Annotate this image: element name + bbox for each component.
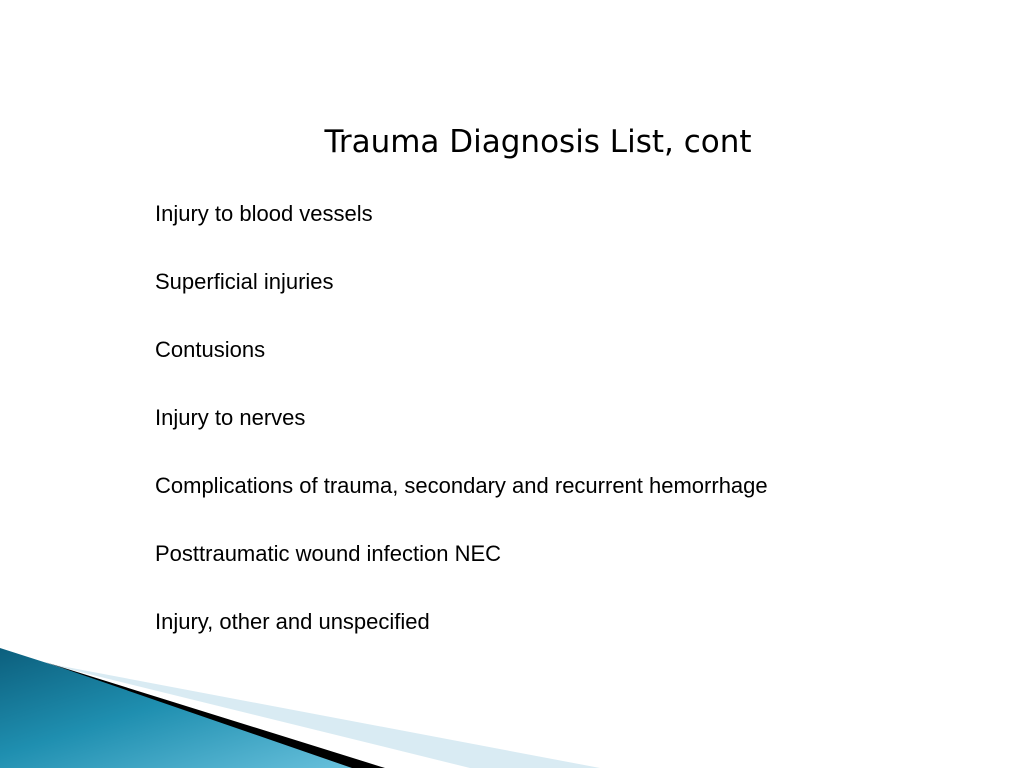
diagnosis-list	[155, 198, 768, 674]
slide-title: Trauma Diagnosis List, cont	[324, 124, 752, 160]
list-item: Injury, other and unspecified	[155, 609, 430, 634]
list-item: Contusions	[155, 337, 266, 362]
list-item: Injury to nerves	[155, 405, 306, 430]
list-item: Superficial injuries	[155, 269, 334, 294]
list-item: Injury to blood vessels	[155, 201, 373, 226]
list-item: Posttraumatic wound infection NEC	[155, 541, 502, 566]
list-item: Complications of trauma, secondary and recurrent hemorrhage	[155, 473, 768, 498]
light-blue-swoosh	[40, 662, 600, 768]
black-stripe	[45, 662, 385, 768]
